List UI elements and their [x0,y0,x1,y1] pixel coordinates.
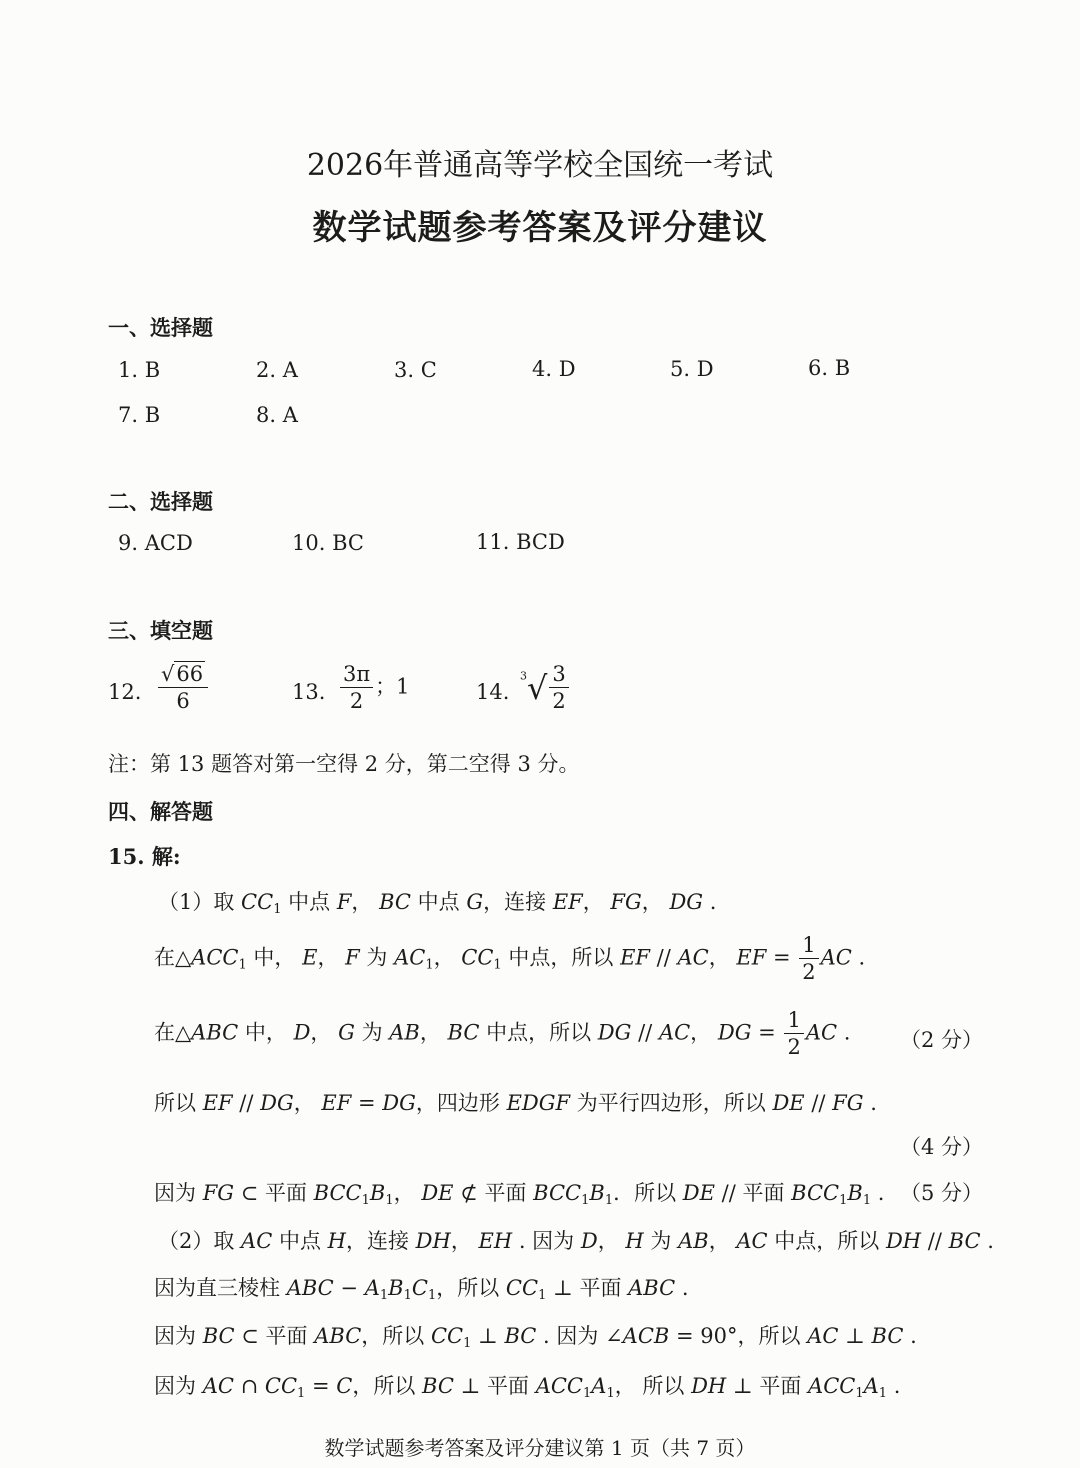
numerator: 3π [340,664,373,688]
answer-13-second: ；1 [375,674,410,699]
page-footer: 数学试题参考答案及评分建议第 1 页（共 7 页） [324,1436,756,1460]
answer-item: 1. B [118,358,161,382]
denominator: 2 [552,689,566,713]
answer-item: 7. B [118,403,161,427]
answer-item: 8. A [256,403,298,427]
solution-line: 因为 AC ∩ $CC_1 = C$，所以 BC ⊥ 平面 $ACC_1A_1$， 所以 DH ⊥ 平面 $ACC_1A_1$ . [154,1374,901,1401]
solution-line: 因为 FG ⊂ 平面 $BCC_1B_1$， DE ⊄ 平面 $BCC_1B_1$．所以 DE // 平面 $BCC_1B_1$ . [154,1181,885,1208]
answer-14-cube-root [520,664,571,712]
question-number: 12. [108,680,142,704]
solution-line: 所以 EF // DG， EF = DG，四边形 EDGF 为平行四边形，所以 DE // FG . [154,1091,877,1115]
radical-sign-icon: √ [527,669,548,707]
question-number: 14. [476,680,510,704]
question-15-label: 15. 解: [108,844,181,869]
numerator: 3 [549,664,568,688]
score-mark: （5 分） [900,1181,984,1205]
answer-item: 11. BCD [476,530,565,554]
solution-line: 在$\triangle ACC_1$ 中， E， F 为 $AC_1$， $CC_1$ 中点，所以 EF // AC， EF = $\frac{1}{2}$ AC . [154,933,866,984]
solution-line: 因为直三棱柱 ABC − $A_1B_1C_1$，所以 $CC_1$ ⊥ 平面 ABC . [154,1276,689,1303]
solution-line: （2）取 AC 中点 H，连接 DH， EH . 因为 D， H 为 AB， AC 中点，所以 DH // BC . [158,1229,994,1253]
denominator: 6 [176,689,190,713]
root-index: 3 [520,669,527,683]
answer-13 [338,664,410,712]
score-mark: （2 分） [900,1028,984,1052]
answer-item: 6. B [808,356,851,380]
section-heading-multiple-choice: 一、选择题 [108,315,213,340]
section-heading-fill-in: 三、填空题 [108,618,213,643]
section-heading-solutions: 四、解答题 [108,799,213,824]
answer-item: 3. C [394,358,437,382]
solution-line: 因为 BC ⊂ 平面 ABC，所以 $CC_1$ ⊥ BC . 因为 ∠ACB = 90°，所以 AC ⊥ BC . [154,1324,917,1351]
radicand: 66 [176,662,204,686]
answer-12-fraction [156,664,210,712]
question-number: 13. [292,680,326,704]
scoring-note: 注：第 13 题答对第一空得 2 分，第二空得 3 分。 [108,752,580,776]
answer-key-title: 数学试题参考答案及评分建议 [312,208,768,248]
exam-title: 2026年普通高等学校全国统一考试 [306,148,774,183]
solution-line: （1）取 $CC_1$ 中点 F， BC 中点 G，连接 EF， FG， DG . [158,890,717,917]
section-heading-multi-select: 二、选择题 [108,489,213,514]
answer-item: 5. D [670,357,714,381]
answer-item: 4. D [532,357,576,381]
denominator: 2 [349,689,364,713]
solution-line: 在△ABC 中， D， G 为 AB， BC 中点，所以 DG // AC， DG = $\frac{1}{2}$ AC . [154,1008,851,1059]
answer-item: 2. A [256,358,298,382]
answer-item: 10. BC [292,531,364,555]
sqrt-sign-icon: √ [161,662,175,686]
answer-item: 9. ACD [118,531,193,555]
score-mark: （4 分） [900,1135,984,1159]
